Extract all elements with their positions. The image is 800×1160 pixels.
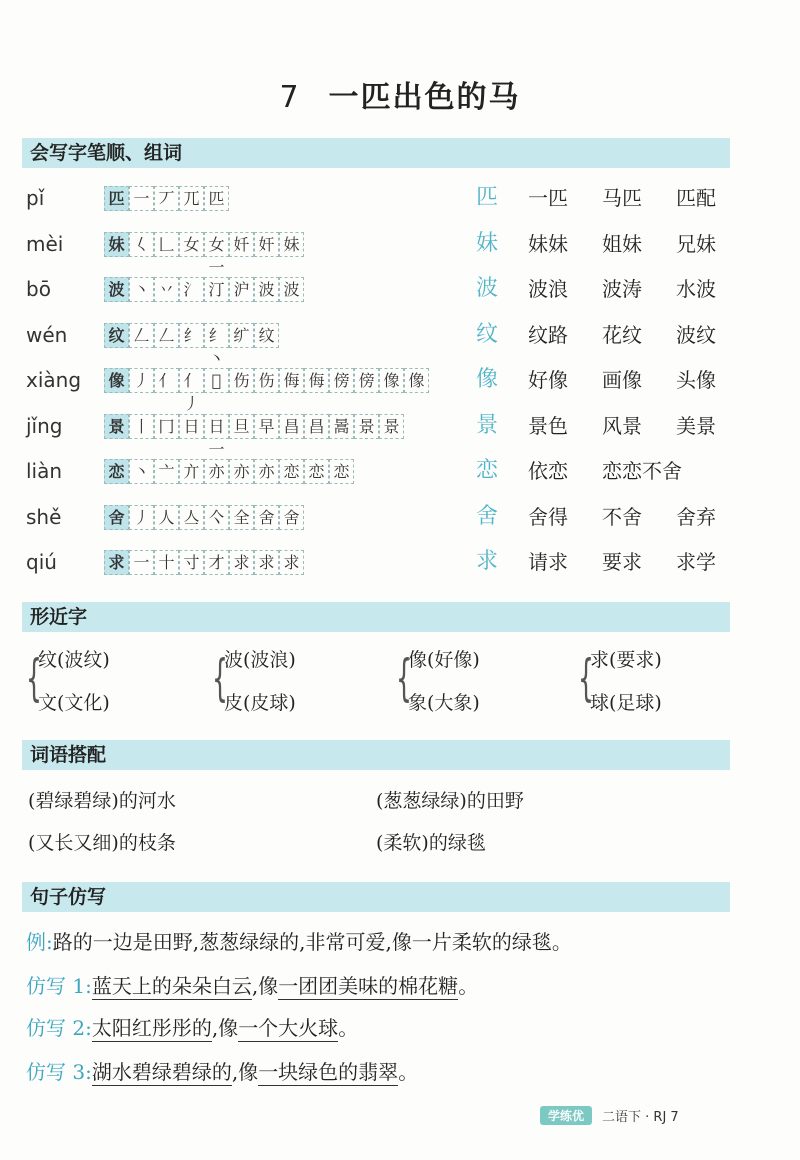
word: 不舍 [602,504,642,529]
pinyin: pǐ [26,186,45,210]
stroke-cell: 奸 [254,232,279,257]
imitation-part: 蓝天上的朵朵白云 [91,974,252,998]
imitation-label: 仿写 3: [26,1060,92,1084]
stroke-cell: 妹 [279,232,304,257]
stroke-cell: 纹 [254,323,279,348]
stroke-cell: 𡿨 [129,232,154,257]
stroke-cell: 亻 [154,368,179,393]
word: 水波 [676,277,716,301]
word: 要求 [602,550,642,574]
word-group [528,542,750,582]
imitation-part: 湖水碧绿碧绿的 [91,1060,232,1084]
stroke-cell: 侮 [304,368,329,393]
imitation-sentence-3 [26,1056,418,1088]
brace-icon: { [578,649,594,707]
character-row [0,315,800,368]
stroke-cell: 波 [104,277,129,302]
stroke-cell: 求 [279,550,304,575]
stroke-cell: 汀 [204,277,229,302]
word-group [528,406,750,446]
stroke-cell: 亦 [229,459,254,484]
character-row [0,178,800,218]
word: 波涛 [602,277,642,301]
stroke-cell: 十 [154,550,179,575]
stroke-order [104,459,354,485]
stroke-order [104,368,429,413]
stroke-cell: 丿 [129,505,154,530]
similar-top: 波(波浪) [224,649,296,671]
stroke-cell: 舍 [254,505,279,530]
stroke-cell: 纩 [229,323,254,348]
similar-top: 纹(波纹) [38,649,110,671]
stroke-cell: 求 [254,550,279,575]
stroke-cell: 恋 [304,459,329,484]
stroke-cell: 纹 [104,323,129,348]
stroke-cell: 纟丶 [204,323,229,348]
similar-top: 求(要求) [590,649,662,671]
word: 兄妹 [676,231,716,256]
word: 舍弃 [676,504,716,529]
stroke-cell: 亣 [179,459,204,484]
word: 花纹 [602,322,642,347]
stroke-cell: 亽 [204,505,229,530]
stroke-cell: 女 [179,232,204,257]
word: 恋恋不舍 [602,459,682,483]
stroke-cell: 像 [104,368,129,393]
word: 马匹 [602,186,642,210]
word: 头像 [676,368,716,392]
stroke-order [104,186,229,212]
stroke-order [104,232,304,277]
imitation-label: 仿写 2: [26,1016,92,1040]
pinyin: qiú [26,550,57,574]
stroke-cell: 人 [154,505,179,530]
stroke-cell: 才 [204,550,229,575]
stroke-cell: 伤 [229,368,254,393]
stroke-cell: 舍 [104,505,129,530]
character-row [0,542,800,582]
example-label: 例: [26,930,53,954]
stroke-cell: 寸 [179,550,204,575]
stroke-cell: 𠃋 [129,323,154,348]
character-row [0,360,800,413]
stroke-cell: 丶 [129,277,154,302]
stroke-cell: 昌 [279,414,304,439]
stroke-cell: 丿 [129,368,154,393]
stroke-cell: 舍 [279,505,304,530]
stroke-order [104,414,404,459]
page-title [0,72,800,116]
pinyin: shě [26,504,62,529]
stroke-cell: 伤 [254,368,279,393]
stroke-cell: 全 [229,505,254,530]
imitation-part: 一个大火球 [238,1016,339,1040]
footer-text: 二语下 · RJ 7 [602,1109,679,1125]
stroke-cell: 像 [404,368,429,393]
word: 妹妹 [528,231,568,256]
page-footer [540,1104,679,1126]
collocation-item: (柔软)的绿毯 [376,832,486,854]
word-group [528,269,750,309]
word: 风景 [602,413,642,438]
word-group [528,497,750,537]
stroke-cell: 奷 [229,232,254,257]
imitation-end: 。 [458,974,479,998]
brace-icon: { [212,649,228,707]
stroke-cell: 女一 [204,232,229,257]
highlight-character: 像 [476,367,499,392]
word: 请求 [528,550,568,574]
stroke-cell: 纟 [179,323,204,348]
stroke-cell: 求 [229,550,254,575]
stroke-cell: 𠊊 [204,368,229,393]
stroke-cell: 像 [379,368,404,393]
stroke-cell: 傍 [354,368,379,393]
stroke-cell: 氵 [179,277,204,302]
brace-icon: { [26,649,42,707]
stroke-cell: 丆 [154,186,179,211]
pinyin: wén [26,322,68,347]
collocation-item: (碧绿碧绿)的河水 [28,790,176,812]
imitation-end: 。 [338,1016,359,1040]
brace-icon: { [396,649,412,707]
imitation-part: 一块绿色的翡翠 [258,1060,399,1084]
highlight-character: 恋 [476,458,499,483]
pinyin: jǐng [26,413,63,438]
stroke-cell: 恋 [104,459,129,484]
imitation-connector: ,像 [251,974,279,998]
stroke-cell: 亻丿 [179,368,204,393]
word: 姐妹 [602,231,642,256]
word: 依恋 [528,459,568,483]
stroke-cell: 早 [254,414,279,439]
pinyin: bō [26,277,51,301]
stroke-order [104,550,304,576]
highlight-character: 波 [476,276,499,301]
section-band-similar [22,602,730,632]
word: 求学 [676,550,716,574]
similar-bottom: 球(足球) [590,692,662,714]
imitation-part: 一团团美味的棉花糖 [278,974,459,998]
word-group [528,451,682,491]
word: 美景 [676,413,716,438]
example-text: 路的一边是田野,葱葱绿绿的,非常可爱,像一片柔软的绿毯。 [52,930,572,954]
collocation-item: (葱葱绿绿)的田野 [376,790,524,812]
stroke-cell: 求 [104,550,129,575]
section-title-similar: 形近字 [30,606,88,628]
character-row [0,269,800,309]
word-group [528,224,750,264]
imitation-end: 。 [398,1060,419,1084]
highlight-character: 求 [476,549,499,574]
character-row [0,224,800,277]
stroke-cell: 亦 [204,459,229,484]
section-title-writing: 会写字笔顺、组词 [30,142,183,164]
collocation-item: (又长又细)的枝条 [28,832,176,854]
word-group [528,315,750,355]
section-band-imitation [22,882,730,912]
lesson-number: 7 [279,80,301,115]
stroke-order [104,323,279,368]
stroke-cell: 沪 [229,277,254,302]
word: 波浪 [528,277,568,301]
stroke-cell: 景 [354,414,379,439]
word: 景色 [528,413,568,438]
word: 匹配 [676,186,716,210]
stroke-cell: 日一 [204,414,229,439]
stroke-cell: 傍 [329,368,354,393]
similar-bottom: 皮(皮球) [224,692,296,714]
stroke-cell: 一 [129,550,154,575]
stroke-cell: 丨 [129,414,154,439]
stroke-cell: 亼 [179,505,204,530]
stroke-cell: 恋 [279,459,304,484]
stroke-cell: 日 [179,414,204,439]
pinyin: mèi [26,231,64,256]
imitation-sentence-1 [26,970,478,1002]
word-group [528,178,750,218]
word-group [528,360,750,400]
similar-top: 像(好像) [408,649,480,671]
word: 一匹 [528,186,568,210]
highlight-character: 纹 [476,321,499,347]
stroke-cell: 匹 [204,186,229,211]
lesson-title: 一匹出色的马 [328,80,521,115]
word: 好像 [528,368,568,392]
pinyin: liàn [26,459,63,483]
stroke-cell: 旦 [229,414,254,439]
stroke-cell: 冂 [154,414,179,439]
stroke-cell: 丷 [154,277,179,302]
brand-badge: 学练优 [540,1106,592,1125]
section-band-collocation [22,740,730,770]
character-row [0,451,800,491]
stroke-cell: 亠 [154,459,179,484]
stroke-cell: 波 [279,277,304,302]
stroke-cell: 亦 [254,459,279,484]
stroke-cell: 侮 [279,368,304,393]
stroke-cell: 昌 [304,414,329,439]
character-row [0,406,800,459]
highlight-character: 景 [476,412,499,438]
character-row [0,497,800,537]
stroke-cell: 兀 [179,186,204,211]
pinyin: xiàng [26,368,82,392]
example-sentence [26,926,572,958]
stroke-cell: 𠃋 [154,323,179,348]
stroke-order [104,277,304,303]
section-band-writing [22,138,730,168]
stroke-order [104,505,304,531]
highlight-character: 妹 [476,230,499,256]
imitation-sentence-2 [26,1012,358,1044]
stroke-cell: 匹 [104,186,129,211]
stroke-cell: 丶 [129,459,154,484]
similar-bottom: 象(大象) [408,692,480,714]
stroke-cell: 波 [254,277,279,302]
word: 画像 [602,368,642,392]
similar-bottom: 文(文化) [38,692,110,714]
section-title-collocation: 词语搭配 [30,744,107,766]
stroke-cell: 妹 [104,232,129,257]
word: 纹路 [528,322,568,347]
stroke-cell: 恋 [329,459,354,484]
stroke-cell: 暠 [329,414,354,439]
word: 波纹 [676,322,716,347]
stroke-cell: 景 [104,414,129,439]
imitation-part: 太阳红彤彤的 [91,1016,212,1040]
section-title-imitation: 句子仿写 [30,886,107,908]
word: 舍得 [528,504,568,529]
stroke-cell: 景 [379,414,404,439]
highlight-character: 匹 [476,185,499,210]
imitation-connector: ,像 [231,1060,259,1084]
imitation-connector: ,像 [211,1016,239,1040]
stroke-cell: 𠃊 [154,232,179,257]
highlight-character: 舍 [476,503,499,529]
stroke-cell: 一 [129,186,154,211]
imitation-label: 仿写 1: [26,974,92,998]
